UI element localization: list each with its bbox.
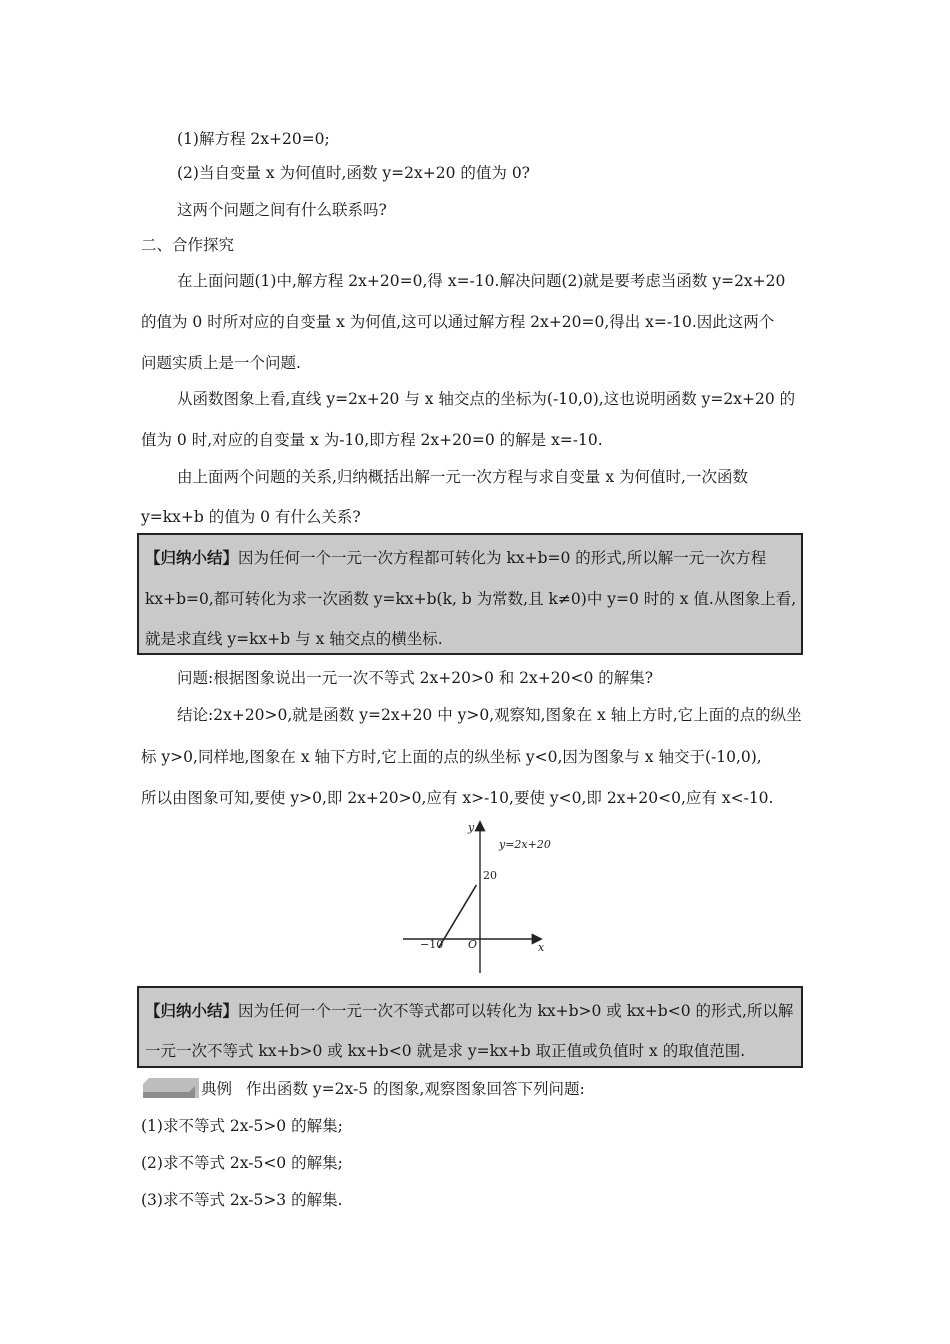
paragraph-line: 在上面问题(1)中,解方程 2x+20=0,得 x=-10.解决问题(2)就是要考虑当函数 y=2x+20: [177, 272, 786, 290]
paragraph-line: 问题实质上是一个问题.: [141, 354, 301, 372]
question-line: 问题:根据图象说出一元一次不等式 2x+20>0 和 2x+20<0 的解集?: [177, 669, 654, 687]
paragraph-line: 值为 0 时,对应的自变量 x 为-10,即方程 2x+20=0 的解是 x=-10.: [141, 431, 603, 449]
question-1: (1)解方程 2x+20=0;: [177, 130, 330, 148]
paragraph-line: 由上面两个问题的关系,归纳概括出解一元一次方程与求自变量 x 为何值时,一次函数: [177, 468, 748, 486]
y-intercept-label: 20: [483, 869, 497, 882]
example-banner-icon: [143, 1078, 199, 1098]
summary-tag: 【归纳小结】: [145, 548, 239, 567]
y-axis-label: y: [468, 821, 475, 834]
origin-label: O: [468, 938, 478, 951]
section-heading: 二、合作探究: [141, 236, 235, 254]
example-item: (2)求不等式 2x-5<0 的解集;: [141, 1154, 343, 1172]
line-label: y=2x+20: [499, 838, 551, 851]
example-tag: 典例: [201, 1080, 233, 1098]
question-relation: 这两个问题之间有什么联系吗?: [177, 201, 387, 219]
x-axis-label: x: [538, 941, 545, 954]
x-intercept-label: −10: [420, 938, 444, 951]
example-prompt: 作出函数 y=2x-5 的图象,观察图象回答下列问题:: [246, 1080, 585, 1098]
conclusion-line: 标 y>0,同样地,图象在 x 轴下方时,它上面的点的纵坐标 y<0,因为图象与 x 轴交于(-10,0),: [141, 748, 762, 766]
summary-box: [137, 533, 803, 655]
summary-line: 【归纳小结】因为任何一个一元一次方程都可转化为 kx+b=0 的形式,所以解一元一次方程: [145, 548, 767, 567]
summary-line: kx+b=0,都可转化为求一次函数 y=kx+b(k, b 为常数,且 k≠0)中 y=0 时的 x 值.从图象上看,: [145, 590, 797, 608]
question-2: (2)当自变量 x 为何值时,函数 y=2x+20 的值为 0?: [177, 164, 530, 182]
summary-box-2: [137, 986, 803, 1068]
conclusion-line: 结论:2x+20>0,就是函数 y=2x+20 中 y>0,观察知,图象在 x 轴上方时,它上面的点的纵坐: [177, 706, 802, 724]
paragraph-line: y=kx+b 的值为 0 有什么关系?: [141, 508, 361, 526]
summary-line: 就是求直线 y=kx+b 与 x 轴交点的横坐标.: [145, 630, 443, 648]
function-graph: [395, 815, 555, 980]
paragraph-line: 从函数图象上看,直线 y=2x+20 与 x 轴交点的坐标为(-10,0),这也说明函数 y=2x+20 的: [177, 390, 796, 408]
summary-line: 【归纳小结】因为任何一个一元一次不等式都可以转化为 kx+b>0 或 kx+b<0 的形式,所以解: [145, 1001, 794, 1020]
summary-line: 一元一次不等式 kx+b>0 或 kx+b<0 就是求 y=kx+b 取正值或负值时 x 的取值范围.: [145, 1042, 746, 1060]
conclusion-line: 所以由图象可知,要使 y>0,即 2x+20>0,应有 x>-10,要使 y<0,即 2x+20<0,应有 x<-10.: [141, 789, 774, 807]
example-item: (3)求不等式 2x-5>3 的解集.: [141, 1191, 343, 1209]
summary-tag: 【归纳小结】: [145, 1001, 239, 1020]
paragraph-line: 的值为 0 时所对应的自变量 x 为何值,这可以通过解方程 2x+20=0,得出 x=-10.因此这两个: [141, 313, 775, 331]
example-item: (1)求不等式 2x-5>0 的解集;: [141, 1117, 343, 1135]
